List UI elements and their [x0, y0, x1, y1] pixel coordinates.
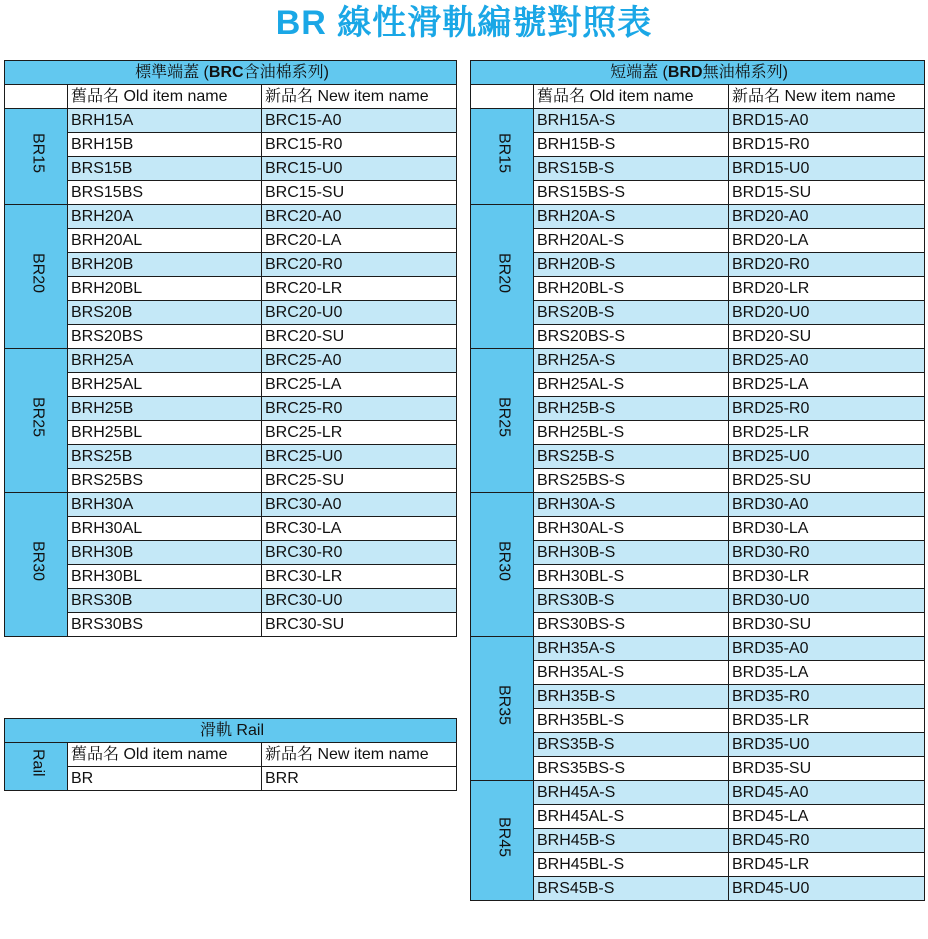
brc-col-old-name: 舊品名 Old item name [68, 85, 262, 109]
brd-table-row [471, 781, 925, 805]
brc-table-row [5, 469, 457, 493]
brc-old-name-cell: BRH30B [68, 541, 262, 565]
brd-old-name-cell: BRH15B-S [534, 133, 729, 157]
brc-old-name-cell: BRS20BS [68, 325, 262, 349]
brc-new-name-cell: BRC20-R0 [262, 253, 457, 277]
brc-old-name-cell: BRS20B [68, 301, 262, 325]
rail-old-name-cell: BR [68, 767, 262, 791]
brc-table-row [5, 565, 457, 589]
brc-standard-end-cap-table [4, 60, 457, 637]
brd-table-row [471, 253, 925, 277]
brd-old-name-cell: BRH35AL-S [534, 661, 729, 685]
brd-new-name-cell: BRD25-LA [729, 373, 925, 397]
brd-new-name-cell: BRD45-LA [729, 805, 925, 829]
brd-new-name-cell: BRD35-U0 [729, 733, 925, 757]
brd-size-group-label-text: BR15 [495, 132, 513, 174]
brc-corner-cell [5, 85, 68, 109]
brc-old-name-cell: BRH30AL [68, 517, 262, 541]
brd-new-name-cell: BRD20-LA [729, 229, 925, 253]
brd-old-name-cell: BRS45B-S [534, 877, 729, 901]
brd-old-name-cell: BRH25AL-S [534, 373, 729, 397]
brd-old-name-cell: BRH45B-S [534, 829, 729, 853]
brd-old-name-cell: BRH25BL-S [534, 421, 729, 445]
brd-header-series-code: BRD [667, 64, 703, 81]
brc-size-group-label-text: BR20 [29, 252, 47, 294]
brd-size-group-label [471, 493, 534, 637]
brd-old-name-cell: BRS25BS-S [534, 469, 729, 493]
brd-new-name-cell: BRD25-SU [729, 469, 925, 493]
brc-table-body [5, 109, 457, 637]
brd-old-name-cell: BRH15A-S [534, 109, 729, 133]
brd-table-row [471, 877, 925, 901]
brd-old-name-cell: BRH30A-S [534, 493, 729, 517]
brc-new-name-cell: BRC15-U0 [262, 157, 457, 181]
brd-old-name-cell: BRH20A-S [534, 205, 729, 229]
brc-size-group-label [5, 493, 68, 637]
brd-new-name-cell: BRD30-LR [729, 565, 925, 589]
brc-new-name-cell: BRC30-LR [262, 565, 457, 589]
brc-new-name-cell: BRC30-LA [262, 517, 457, 541]
brd-table-row [471, 541, 925, 565]
brd-new-name-cell: BRD30-SU [729, 613, 925, 637]
brd-table-row [471, 325, 925, 349]
brd-new-name-cell: BRD20-R0 [729, 253, 925, 277]
brd-new-name-cell: BRD35-LR [729, 709, 925, 733]
brc-table-row [5, 277, 457, 301]
rail-table-header: 滑軌 Rail [5, 719, 457, 743]
brd-new-name-cell: BRD20-SU [729, 325, 925, 349]
brc-table-row [5, 613, 457, 637]
brd-table-row [471, 565, 925, 589]
brd-size-group-label [471, 781, 534, 901]
brd-old-name-cell: BRH25A-S [534, 349, 729, 373]
brd-old-name-cell: BRH20B-S [534, 253, 729, 277]
brd-size-group-label-text: BR25 [495, 396, 513, 438]
brd-table-header [471, 61, 925, 85]
brd-new-name-cell: BRD30-R0 [729, 541, 925, 565]
brd-table-row [471, 517, 925, 541]
brd-table-row [471, 397, 925, 421]
brc-table-row [5, 181, 457, 205]
brd-old-name-cell: BRS25B-S [534, 445, 729, 469]
brd-short-end-cap-table [470, 60, 925, 901]
brc-table-row [5, 133, 457, 157]
brd-new-name-cell: BRD30-U0 [729, 589, 925, 613]
brc-table-row [5, 493, 457, 517]
brc-new-name-cell: BRC20-LA [262, 229, 457, 253]
brd-size-group-label-text: BR45 [495, 816, 513, 858]
brd-new-name-cell: BRD30-A0 [729, 493, 925, 517]
brd-old-name-cell: BRS15B-S [534, 157, 729, 181]
brd-old-name-cell: BRS20BS-S [534, 325, 729, 349]
brd-table-row [471, 709, 925, 733]
brd-size-group-label-text: BR35 [495, 684, 513, 726]
brc-col-new-name: 新品名 New item name [262, 85, 457, 109]
brd-col-old-name: 舊品名 Old item name [534, 85, 729, 109]
rail-col-old-name: 舊品名 Old item name [68, 743, 262, 767]
brc-table-row [5, 517, 457, 541]
brc-old-name-cell: BRH20B [68, 253, 262, 277]
brd-table-row [471, 277, 925, 301]
brd-table-row [471, 613, 925, 637]
brd-new-name-cell: BRD35-LA [729, 661, 925, 685]
brc-new-name-cell: BRC20-U0 [262, 301, 457, 325]
brd-new-name-cell: BRD30-LA [729, 517, 925, 541]
brc-old-name-cell: BRH15B [68, 133, 262, 157]
page-title: BR 線性滑軌編號對照表 [275, 4, 653, 42]
brd-new-name-cell: BRD25-R0 [729, 397, 925, 421]
brc-table-row [5, 397, 457, 421]
brd-old-name-cell: BRH35A-S [534, 637, 729, 661]
brc-new-name-cell: BRC30-R0 [262, 541, 457, 565]
brd-old-name-cell: BRS20B-S [534, 301, 729, 325]
brd-corner-cell [471, 85, 534, 109]
brd-table-row [471, 133, 925, 157]
rail-col-new-name: 新品名 New item name [262, 743, 457, 767]
brd-table-row [471, 157, 925, 181]
brd-new-name-cell: BRD15-SU [729, 181, 925, 205]
brc-size-group-label-text: BR15 [29, 132, 47, 174]
brd-new-name-cell: BRD20-A0 [729, 205, 925, 229]
brc-new-name-cell: BRC15-A0 [262, 109, 457, 133]
brd-table-row [471, 229, 925, 253]
brc-new-name-cell: BRC25-U0 [262, 445, 457, 469]
brc-old-name-cell: BRH30A [68, 493, 262, 517]
brd-old-name-cell: BRH35B-S [534, 685, 729, 709]
brc-header-series-code: BRC [208, 64, 244, 81]
brc-new-name-cell: BRC25-LR [262, 421, 457, 445]
brd-new-name-cell: BRD25-A0 [729, 349, 925, 373]
brc-old-name-cell: BRS15B [68, 157, 262, 181]
brc-new-name-cell: BRC25-LA [262, 373, 457, 397]
brd-new-name-cell: BRD20-LR [729, 277, 925, 301]
brd-table-row [471, 589, 925, 613]
brd-table-row [471, 829, 925, 853]
brc-table-row [5, 109, 457, 133]
brd-table-row [471, 349, 925, 373]
brd-old-name-cell: BRH30BL-S [534, 565, 729, 589]
brc-old-name-cell: BRH20BL [68, 277, 262, 301]
brc-table-row [5, 205, 457, 229]
rail-table [4, 718, 457, 791]
brc-table-row [5, 589, 457, 613]
brc-table-row [5, 445, 457, 469]
brd-old-name-cell: BRH20AL-S [534, 229, 729, 253]
brd-new-name-cell: BRD45-A0 [729, 781, 925, 805]
rail-side-label [5, 743, 68, 791]
brc-table-row [5, 301, 457, 325]
brd-new-name-cell: BRD45-U0 [729, 877, 925, 901]
brd-size-group-label [471, 109, 534, 205]
brd-new-name-cell: BRD35-SU [729, 757, 925, 781]
brc-old-name-cell: BRH25AL [68, 373, 262, 397]
brc-table-row [5, 373, 457, 397]
brd-new-name-cell: BRD15-A0 [729, 109, 925, 133]
brc-old-name-cell: BRH25B [68, 397, 262, 421]
brc-new-name-cell: BRC25-A0 [262, 349, 457, 373]
brc-new-name-cell: BRC30-A0 [262, 493, 457, 517]
brc-header-prefix: 標準端蓋 ( [135, 64, 209, 81]
brc-size-group-label-text: BR25 [29, 396, 47, 438]
brc-old-name-cell: BRH25BL [68, 421, 262, 445]
brd-old-name-cell: BRS30B-S [534, 589, 729, 613]
brc-table-row [5, 157, 457, 181]
brd-table-row [471, 205, 925, 229]
brc-old-name-cell: BRH20AL [68, 229, 262, 253]
brc-new-name-cell: BRC15-SU [262, 181, 457, 205]
brc-new-name-cell: BRC15-R0 [262, 133, 457, 157]
brd-table-row [471, 493, 925, 517]
brd-size-group-label [471, 349, 534, 493]
brd-new-name-cell: BRD25-LR [729, 421, 925, 445]
brc-new-name-cell: BRC25-R0 [262, 397, 457, 421]
brd-table-row [471, 421, 925, 445]
brc-old-name-cell: BRH15A [68, 109, 262, 133]
brd-size-group-label-text: BR20 [495, 252, 513, 294]
brc-size-group-label [5, 349, 68, 493]
brd-new-name-cell: BRD35-R0 [729, 685, 925, 709]
rail-side-label-text: Rail [29, 749, 47, 777]
brd-old-name-cell: BRH45BL-S [534, 853, 729, 877]
brd-header-prefix: 短端蓋 ( [610, 64, 668, 81]
brd-old-name-cell: BRS15BS-S [534, 181, 729, 205]
brd-size-group-label [471, 205, 534, 349]
brc-old-name-cell: BRS15BS [68, 181, 262, 205]
brc-table-row [5, 541, 457, 565]
brc-old-name-cell: BRS25BS [68, 469, 262, 493]
brd-new-name-cell: BRD35-A0 [729, 637, 925, 661]
brc-table-row [5, 325, 457, 349]
brc-new-name-cell: BRC30-SU [262, 613, 457, 637]
brd-table-row [471, 445, 925, 469]
brd-new-name-cell: BRD25-U0 [729, 445, 925, 469]
brc-header-suffix: 含油棉系列) [243, 64, 329, 81]
brd-new-name-cell: BRD45-R0 [729, 829, 925, 853]
brd-old-name-cell: BRS35B-S [534, 733, 729, 757]
brd-old-name-cell: BRH45A-S [534, 781, 729, 805]
brd-table-row [471, 685, 925, 709]
brd-table-row [471, 109, 925, 133]
brc-new-name-cell: BRC20-LR [262, 277, 457, 301]
brd-table-row [471, 733, 925, 757]
brd-new-name-cell: BRD15-R0 [729, 133, 925, 157]
brc-old-name-cell: BRH25A [68, 349, 262, 373]
brc-new-name-cell: BRC30-U0 [262, 589, 457, 613]
brd-header-suffix: 無油棉系列) [702, 64, 788, 81]
rail-row [5, 767, 457, 791]
brc-table-row [5, 349, 457, 373]
brc-size-group-label [5, 205, 68, 349]
brc-table-row [5, 421, 457, 445]
brd-old-name-cell: BRH30AL-S [534, 517, 729, 541]
brc-old-name-cell: BRS30B [68, 589, 262, 613]
brd-table-row [471, 373, 925, 397]
brd-new-name-cell: BRD15-U0 [729, 157, 925, 181]
brd-table-body [471, 109, 925, 901]
brd-table-row [471, 661, 925, 685]
brd-table-row [471, 181, 925, 205]
brd-table-row [471, 757, 925, 781]
brd-size-group-label [471, 637, 534, 781]
brd-table-row [471, 301, 925, 325]
brd-old-name-cell: BRS35BS-S [534, 757, 729, 781]
brc-table-row [5, 229, 457, 253]
brd-old-name-cell: BRS30BS-S [534, 613, 729, 637]
brd-new-name-cell: BRD20-U0 [729, 301, 925, 325]
brd-col-new-name: 新品名 New item name [729, 85, 925, 109]
brd-old-name-cell: BRH45AL-S [534, 805, 729, 829]
brc-old-name-cell: BRH30BL [68, 565, 262, 589]
brc-old-name-cell: BRS25B [68, 445, 262, 469]
brc-table-header [5, 61, 457, 85]
brd-table-row [471, 853, 925, 877]
rail-new-name-cell: BRR [262, 767, 457, 791]
brd-old-name-cell: BRH25B-S [534, 397, 729, 421]
brd-old-name-cell: BRH35BL-S [534, 709, 729, 733]
brc-old-name-cell: BRH20A [68, 205, 262, 229]
brc-size-group-label-text: BR30 [29, 540, 47, 582]
brc-new-name-cell: BRC20-A0 [262, 205, 457, 229]
brc-new-name-cell: BRC20-SU [262, 325, 457, 349]
brc-size-group-label [5, 109, 68, 205]
brc-old-name-cell: BRS30BS [68, 613, 262, 637]
brd-old-name-cell: BRH30B-S [534, 541, 729, 565]
brd-new-name-cell: BRD45-LR [729, 853, 925, 877]
brc-table-row [5, 253, 457, 277]
brd-size-group-label-text: BR30 [495, 540, 513, 582]
brd-old-name-cell: BRH20BL-S [534, 277, 729, 301]
brd-table-row [471, 805, 925, 829]
brd-table-row [471, 637, 925, 661]
brd-table-row [471, 469, 925, 493]
brc-new-name-cell: BRC25-SU [262, 469, 457, 493]
